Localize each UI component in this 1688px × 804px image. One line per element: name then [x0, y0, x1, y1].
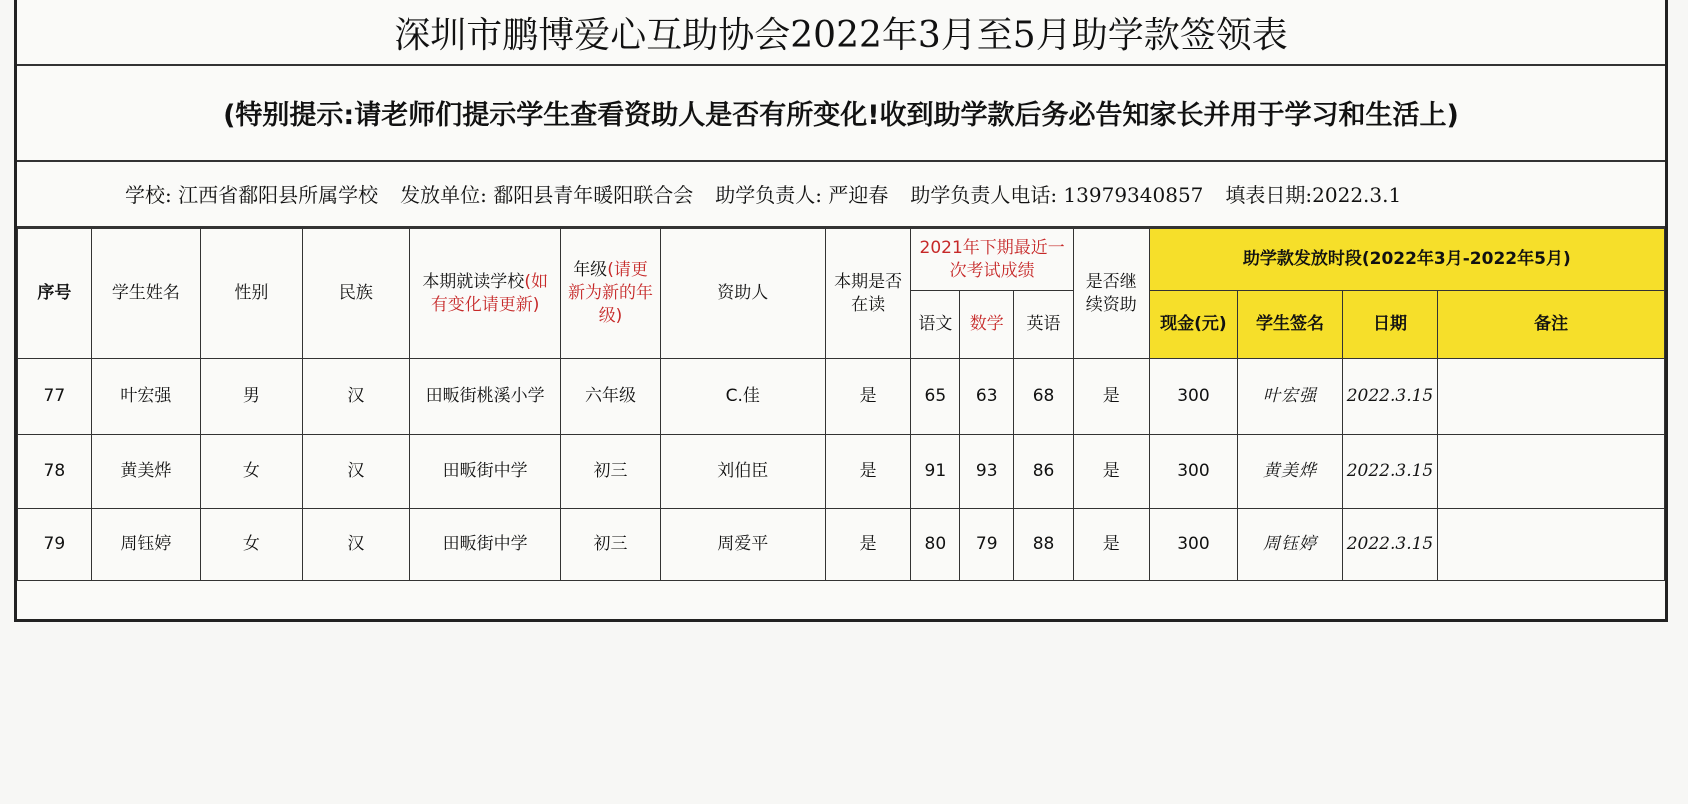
- cell-ethnicity: 汉: [302, 509, 409, 581]
- cell-chinese: 80: [911, 509, 960, 581]
- header-grade-note: (请更新为新的年级): [568, 260, 653, 326]
- cell-ethnicity: 汉: [302, 435, 409, 509]
- cell-grade: 初三: [561, 509, 661, 581]
- cell-ethnicity: 汉: [302, 359, 409, 435]
- cell-grade: 初三: [561, 435, 661, 509]
- issuer-info: 发放单位: 鄱阳县青年暖阳联合会: [400, 182, 694, 207]
- header-grade-main: 年级: [573, 260, 608, 281]
- cell-school: 田畈街中学: [410, 435, 561, 509]
- aid-table: [17, 228, 1665, 581]
- cell-gender: 女: [201, 435, 302, 509]
- header-gender: 性别: [201, 229, 302, 359]
- cell-math: 79: [960, 509, 1014, 581]
- cell-sponsor: 刘伯臣: [660, 435, 825, 509]
- header-scores-group: 2021年下期最近一次考试成绩: [911, 229, 1074, 291]
- cell-seq: 79: [18, 509, 92, 581]
- cell-continue: 是: [1073, 509, 1149, 581]
- header-chinese: 语文: [911, 291, 960, 359]
- cell-signature: 叶宏强: [1238, 359, 1342, 435]
- fill-date-info: 填表日期:2022.3.1: [1225, 182, 1402, 207]
- header-english: 英语: [1014, 291, 1074, 359]
- cell-english: 86: [1014, 435, 1074, 509]
- header-school: [410, 229, 561, 359]
- cell-school: 田畈街中学: [410, 509, 561, 581]
- cell-cash: 300: [1149, 435, 1238, 509]
- cell-remarks: [1438, 359, 1665, 435]
- cell-date: 2022.3.15: [1342, 509, 1438, 581]
- cell-enrolled: 是: [825, 359, 911, 435]
- cell-sponsor: C.佳: [660, 359, 825, 435]
- header-cash: 现金(元): [1149, 291, 1238, 359]
- table-row: [18, 509, 1665, 581]
- cell-remarks: [1438, 509, 1665, 581]
- cell-gender: 女: [201, 509, 302, 581]
- cell-math: 93: [960, 435, 1014, 509]
- cell-signature: 黄美烨: [1238, 435, 1342, 509]
- header-ethnicity: 民族: [302, 229, 409, 359]
- header-date: 日期: [1342, 291, 1438, 359]
- header-math: 数学: [960, 291, 1014, 359]
- cell-english: 88: [1014, 509, 1074, 581]
- header-sponsor: 资助人: [660, 229, 825, 359]
- phone-info: 助学负责人电话: 13979340857: [910, 182, 1204, 207]
- sign-sheet: [14, 0, 1668, 622]
- header-remarks: 备注: [1438, 291, 1665, 359]
- manager-info: 助学负责人: 严迎春: [715, 182, 889, 207]
- cell-cash: 300: [1149, 359, 1238, 435]
- cell-gender: 男: [201, 359, 302, 435]
- cell-math: 63: [960, 359, 1014, 435]
- header-school-main: 本期就读学校: [422, 271, 525, 292]
- header-name: 学生姓名: [91, 229, 200, 359]
- cell-name: 周钰婷: [91, 509, 200, 581]
- cell-enrolled: 是: [825, 435, 911, 509]
- header-school-note: (如有变化请更新): [430, 271, 548, 315]
- school-info: 学校: 江西省鄱阳县所属学校: [125, 182, 379, 207]
- cell-remarks: [1438, 435, 1665, 509]
- cell-seq: 78: [18, 435, 92, 509]
- cell-name: 叶宏强: [91, 359, 200, 435]
- cell-chinese: 65: [911, 359, 960, 435]
- page-title: 深圳市鹏博爱心互助协会2022年3月至5月助学款签领表: [17, 0, 1665, 66]
- header-seq: 序号: [18, 229, 92, 359]
- header-grade: [561, 229, 661, 359]
- cell-continue: 是: [1073, 359, 1149, 435]
- special-notice: (特别提示:请老师们提示学生查看资助人是否有所变化!收到助学款后务必告知家长并用于学习和生活上): [17, 64, 1665, 162]
- header-signature: 学生签名: [1238, 291, 1342, 359]
- cell-school: 田畈街桃溪小学: [410, 359, 561, 435]
- cell-english: 68: [1014, 359, 1074, 435]
- cell-chinese: 91: [911, 435, 960, 509]
- info-line: [17, 160, 1665, 228]
- header-continue: 是否继续资助: [1073, 229, 1149, 359]
- cell-sponsor: 周爱平: [660, 509, 825, 581]
- cell-seq: 77: [18, 359, 92, 435]
- cell-date: 2022.3.15: [1342, 359, 1438, 435]
- cell-name: 黄美烨: [91, 435, 200, 509]
- header-enrolled: 本期是否在读: [825, 229, 911, 359]
- cell-enrolled: 是: [825, 509, 911, 581]
- cell-cash: 300: [1149, 509, 1238, 581]
- cell-signature: 周钰婷: [1238, 509, 1342, 581]
- table-row: [18, 359, 1665, 435]
- cell-date: 2022.3.15: [1342, 435, 1438, 509]
- cell-grade: 六年级: [561, 359, 661, 435]
- cell-continue: 是: [1073, 435, 1149, 509]
- header-period: 助学款发放时段(2022年3月-2022年5月): [1149, 229, 1664, 291]
- table-row: [18, 435, 1665, 509]
